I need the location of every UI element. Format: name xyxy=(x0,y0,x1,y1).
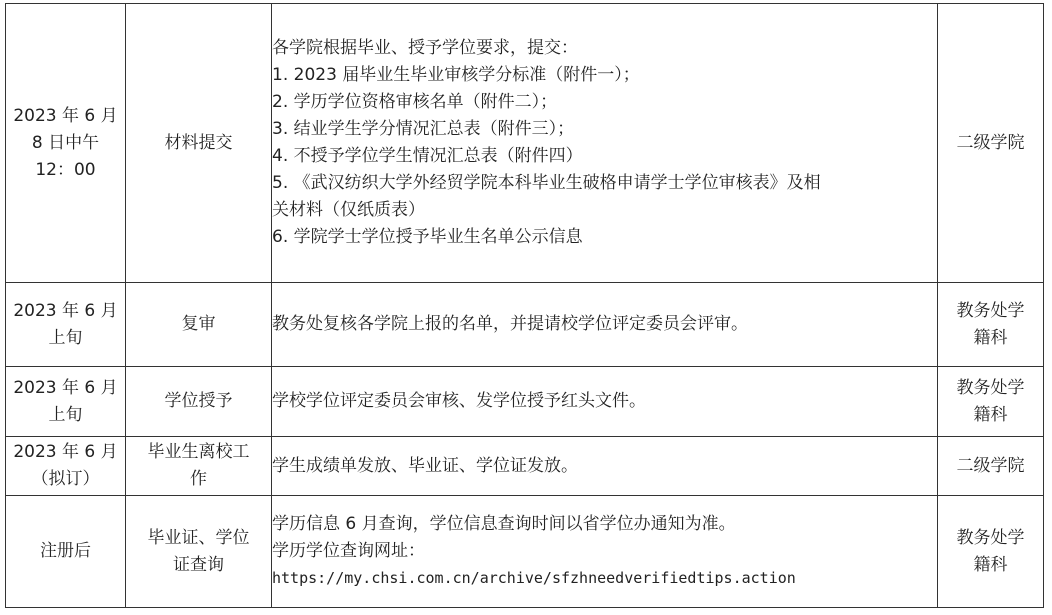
item-line: 证查询 xyxy=(173,554,224,575)
query-url: https://my.chsi.com.cn/archive/sfzhneedverifiedtips.action xyxy=(272,569,796,587)
content-line: 关材料（仅纸质表） xyxy=(272,200,425,220)
dept-line: 籍科 xyxy=(973,404,1008,425)
date-cell xyxy=(6,4,126,283)
dept-line: 教务处学 xyxy=(956,300,1025,321)
item-line: 毕业生离校工 xyxy=(147,442,250,462)
table-row xyxy=(6,496,1044,608)
date-cell xyxy=(6,437,126,496)
dept-line: 籍科 xyxy=(973,554,1008,575)
date-line: 2023 年 6 月 xyxy=(13,300,118,321)
item-line: 学位授予 xyxy=(164,391,233,411)
date-line: 2023 年 6 月 xyxy=(13,442,118,462)
date-cell xyxy=(6,283,126,367)
content-line: 各学院根据毕业、授予学位要求，提交： xyxy=(272,38,578,58)
date-line: 上旬 xyxy=(48,404,83,425)
content-line: 5. 《武汉纺织大学外经贸学院本科毕业生破格申请学士学位审核表》及相 xyxy=(272,173,821,193)
date-line: 上旬 xyxy=(48,327,83,348)
date-cell xyxy=(6,496,126,608)
item-cell xyxy=(126,496,272,608)
content-cell xyxy=(272,367,938,437)
dept-cell xyxy=(938,496,1044,608)
item-line: 复审 xyxy=(181,314,216,334)
dept-line: 二级学院 xyxy=(956,132,1025,153)
dept-line: 教务处学 xyxy=(956,527,1025,548)
content-line: 3. 结业学生学分情况汇总表（附件三）； xyxy=(272,119,575,139)
content-cell xyxy=(272,496,938,608)
item-line: 毕业证、学位 xyxy=(147,527,250,548)
content-line: 1. 2023 届毕业生毕业审核学分标准（附件一）； xyxy=(272,65,640,85)
date-cell xyxy=(6,367,126,437)
schedule-table xyxy=(5,3,1044,608)
date-line: 2023 年 6 月 xyxy=(13,105,118,126)
table-row xyxy=(6,367,1044,437)
content-line: 6. 学院学士学位授予毕业生名单公示信息 xyxy=(272,227,583,247)
dept-cell xyxy=(938,4,1044,283)
content-line: 学生成绩单发放、毕业证、学位证发放。 xyxy=(272,455,578,476)
date-line: 注册后 xyxy=(40,541,91,561)
dept-line: 二级学院 xyxy=(956,455,1025,476)
content-cell xyxy=(272,437,938,496)
table-row xyxy=(6,4,1044,283)
item-cell xyxy=(126,367,272,437)
content-line: 2. 学历学位资格审核名单（附件二）； xyxy=(272,92,558,112)
date-line: 2023 年 6 月 xyxy=(13,377,118,398)
dept-cell xyxy=(938,437,1044,496)
date-line: 8 日中午 xyxy=(31,132,100,153)
content-line: 教务处复核各学院上报的名单，并提请校学位评定委员会评审。 xyxy=(272,314,748,334)
date-line: （拟订） xyxy=(31,469,100,489)
item-cell xyxy=(126,4,272,283)
content-line: 4. 不授予学位学生情况汇总表（附件四） xyxy=(272,146,583,166)
content-line: 学历信息 6 月查询，学位信息查询时间以省学位办通知为准。 xyxy=(272,514,736,534)
content-line: 学校学位评定委员会审核、发学位授予红头文件。 xyxy=(272,391,646,411)
content-line: 学历学位查询网址： xyxy=(272,541,425,561)
table-row xyxy=(6,437,1044,496)
item-line: 作 xyxy=(190,469,207,489)
item-line: 材料提交 xyxy=(164,132,233,153)
dept-cell xyxy=(938,367,1044,437)
item-cell xyxy=(126,437,272,496)
item-cell xyxy=(126,283,272,367)
dept-line: 籍科 xyxy=(973,327,1008,348)
dept-cell xyxy=(938,283,1044,367)
table-row xyxy=(6,283,1044,367)
date-line: 12：00 xyxy=(35,159,96,180)
content-cell xyxy=(272,283,938,367)
content-cell xyxy=(272,4,938,283)
dept-line: 教务处学 xyxy=(956,377,1025,398)
